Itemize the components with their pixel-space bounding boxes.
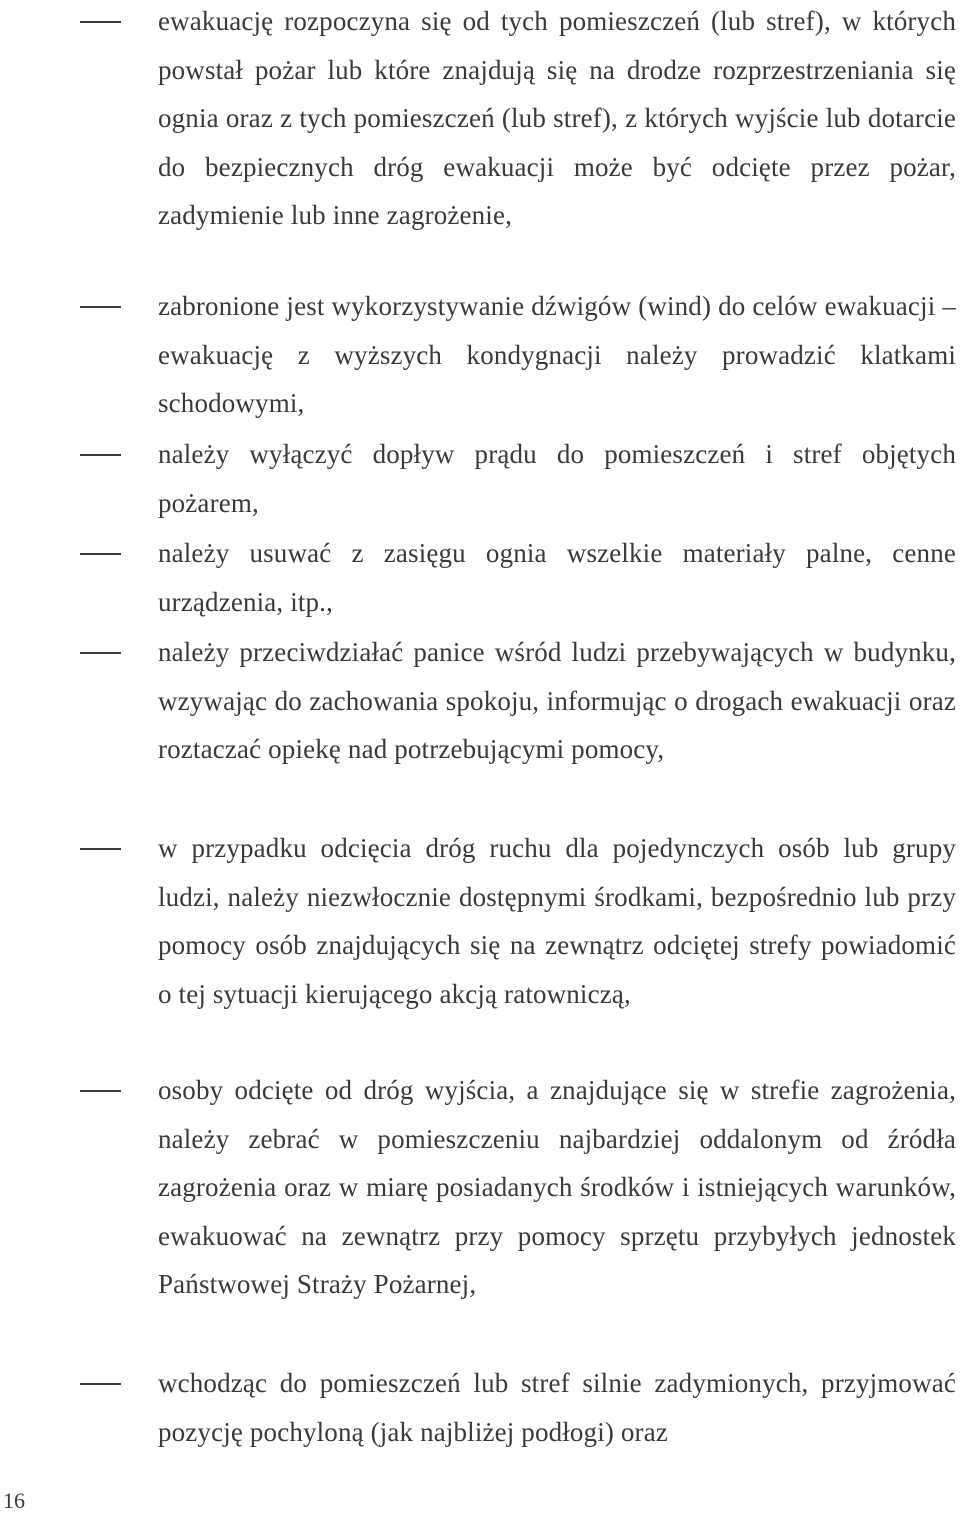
dash-bullet (80, 652, 121, 654)
dash-bullet (80, 1090, 121, 1092)
dash-bullet (80, 553, 121, 555)
dash-bullet (80, 1383, 121, 1385)
list-item-text: zabronione jest wykorzystywanie dźwigów (wind) do celów ewakuacji – ewakuację z wyższych kondygnacji należy prowadzić klatkami schodowymi, (158, 291, 956, 419)
list-item-text: osoby odcięte od dróg wyjścia, a znajdujące się w strefie zagrożenia, należy zebrać w pomieszczeniu najbardziej oddalonym od źródła zagrożenia oraz w miarę posiadanych środków i istniejących warunków, ewakuować na zewnątrz przy pomocy sprzętu przybyłych jednostek Państwowej Straży Pożarnej, (158, 1075, 956, 1300)
dash-bullet (80, 21, 121, 23)
list-item-text: należy usuwać z zasięgu ognia wszelkie materiały palne, cenne urządzenia, itp., (158, 538, 956, 617)
list-item-text: należy wyłączyć dopływ prądu do pomieszczeń i stref objętych pożarem, (158, 439, 956, 518)
dash-bullet (80, 454, 121, 456)
list-item-text: w przypadku odcięcia dróg ruchu dla pojedynczych osób lub grupy ludzi, należy niezwłocznie dostępnymi środkami, bezpośrednio lub przy pomocy osób znajdujących się na zewnątrz odciętej strefy powiadomić o tej sytuacji kierującego akcją ratowniczą, (158, 833, 956, 1009)
list-item-text: wchodząc do pomieszczeń lub stref silnie zadymionych, przyjmować pozycję pochyloną (jak najbliżej podłogi) oraz (158, 1368, 956, 1447)
dash-bullet (80, 848, 121, 850)
list-item-text: ewakuację rozpoczyna się od tych pomieszczeń (lub stref), w których powstał pożar lub które znajdują się na drodze rozprzestrzeniania się ognia oraz z tych pomieszczeń (lub stref), z których wyjście lub dotarcie do bezpiecznych dróg ewakuacji może być odcięte przez pożar, zadymienie lub inne zagrożenie, (158, 6, 956, 231)
dash-bullet (80, 306, 121, 308)
page-number: 16 (3, 1488, 25, 1513)
list-item-text: należy przeciwdziałać panice wśród ludzi przebywających w budynku, wzywając do zachowania spokoju, informując o drogach ewakuacji oraz roztaczać opiekę nad potrzebującymi pomocy, (158, 637, 956, 765)
